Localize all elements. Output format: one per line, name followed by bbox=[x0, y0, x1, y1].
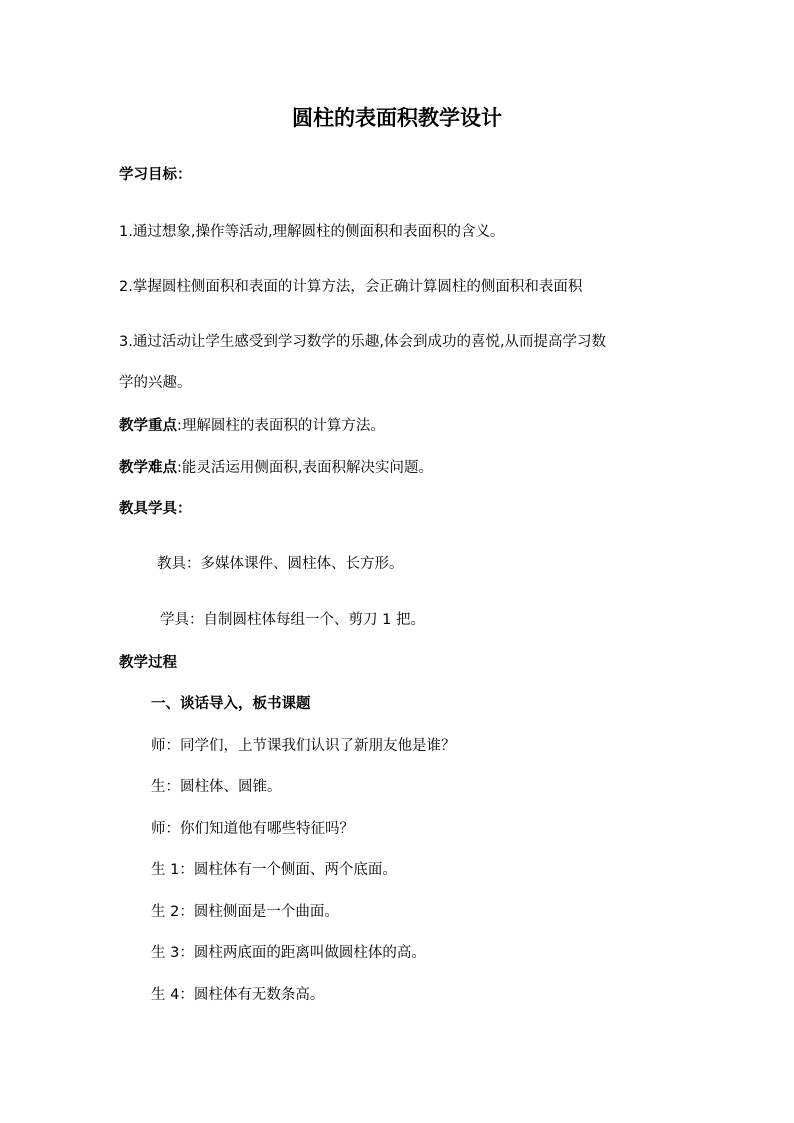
dialogue-line: 生 3：圆柱两底面的距离叫做圆柱体的高。 bbox=[151, 945, 426, 961]
objectives-heading: 学习目标： bbox=[119, 167, 192, 183]
tools-heading: 教具学具： bbox=[119, 501, 192, 517]
difficulty-text: :能灵活运用侧面积,表面积解决实问题。 bbox=[177, 460, 433, 476]
objective-2: 2.掌握圆柱侧面积和表面的计算方法，会正确计算圆柱的侧面积和表面积 bbox=[119, 279, 583, 295]
key-point-label: 教学重点 bbox=[119, 418, 177, 434]
process-heading: 教学过程 bbox=[119, 655, 177, 671]
section-1-heading: 一、谈话导入，板书课题 bbox=[151, 696, 311, 712]
objective-3-line-1: 3.通过活动让学生感受到学习数学的乐趣,体会到成功的喜悦,从而提高学习数 bbox=[119, 334, 607, 350]
teacher-tools: 教具：多媒体课件、圆柱体、长方形。 bbox=[157, 556, 404, 572]
objective-1: 1.通过想象,操作等活动,理解圆柱的侧面积和表面积的含义。 bbox=[119, 224, 505, 240]
difficulty bbox=[119, 458, 433, 478]
student-tools: 学具：自制圆柱体每组一个、剪刀 1 把。 bbox=[160, 612, 425, 628]
document-title: 圆柱的表面积教学设计 bbox=[292, 105, 502, 130]
dialogue-line: 生：圆柱体、圆锥。 bbox=[151, 779, 282, 795]
difficulty-label: 教学难点 bbox=[119, 460, 177, 476]
key-point bbox=[119, 416, 385, 436]
key-point-text: :理解圆柱的表面积的计算方法。 bbox=[177, 418, 385, 434]
dialogue-line: 生 2：圆柱侧面是一个曲面。 bbox=[151, 904, 339, 920]
dialogue-line: 师：你们知道他有哪些特征吗？ bbox=[151, 821, 354, 837]
dialogue-line: 生 4：圆柱体有无数条高。 bbox=[151, 987, 325, 1003]
dialogue-line: 师：同学们，上节课我们认识了新朋友他是谁？ bbox=[151, 738, 456, 754]
objective-3-line-2: 学的兴趣。 bbox=[119, 375, 192, 391]
dialogue-line: 生 1：圆柱体有一个侧面、两个底面。 bbox=[151, 862, 397, 878]
